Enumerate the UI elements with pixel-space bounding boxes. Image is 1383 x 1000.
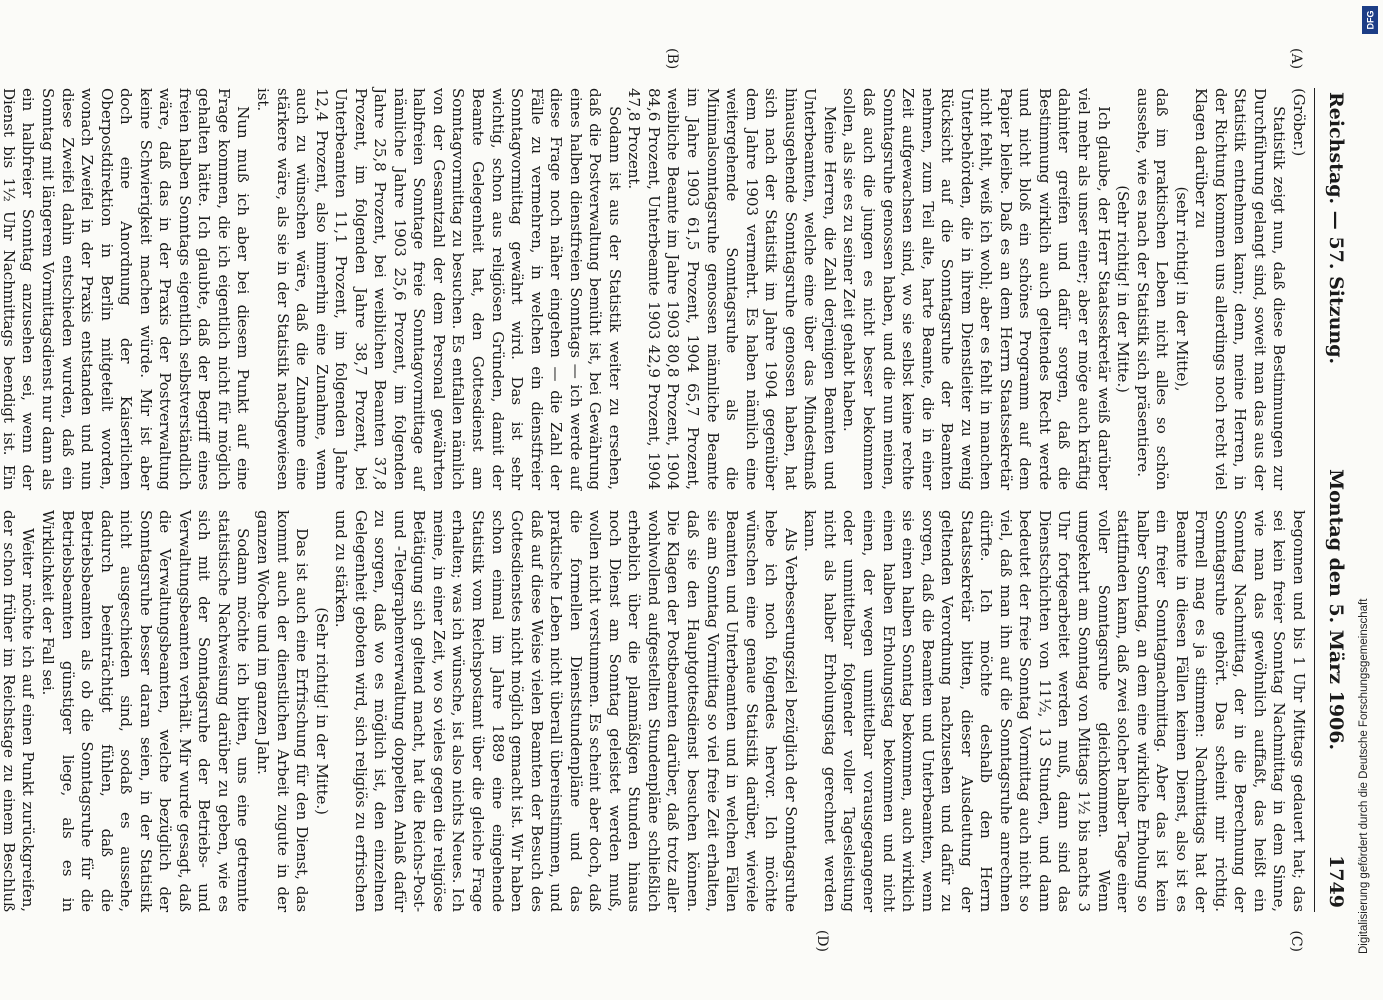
speaker-name: (Gröber.) xyxy=(1290,88,1308,157)
page-header xyxy=(1314,88,1347,912)
page-number: 1749 xyxy=(1325,855,1347,908)
paragraph: Statistik zeigt nun, daß diese Bestimmungen zur Durchführung gelangt sind, soweit man das aus der Statistik entnehmen kann; denn, meine Herren, in der Richtung kommen uns allerdings noch recht viel Klagen darüber zu xyxy=(1192,88,1289,490)
left-column xyxy=(0,88,1308,490)
header-date: Montag den 5. März 1906. xyxy=(1325,469,1347,751)
paragraph: Als Verbesserungsziel bezüglich der Sonntagsruhe hebe ich noch folgendes hervor. Ich möchte wünschen eine genaue Statistik darüber, wieviele Beamten und Unterbeamten und in welchen Fällen sie am Sonntag Vormittag so viel freie Zeit erhalten, daß sie den Hauptgottesdienst besuchen können. Die Klagen der Postbeamten darüber, daß trotz aller wohlwollend aufgestellten Stundenpläne schließlich erheblich über die planmäßigen Stunden hinaus noch Dienst am Sonntag geleistet werden muß, wollen nicht verstummen. Es scheint aber doch, daß die formellen Dienststundenpläne und das praktische Leben nicht überall übereinstimmen, und daß auf diese Weise vielen Beamten der Besuch des Gottesdienstes nicht möglich gemacht ist. Wir haben schon einmal im Jahre 1889 eine eingehende Statistik vom Reichspostamt über die gleiche Frage erhalten; was ich wünsche, ist also nichts Neues. Ich meine, in einer Zeit, wo so vieles gegen die religiöse Betätigung sich geltend macht, hat die Reichs-Post- und -Telegraphenverwaltung doppelten Anlaß dafür zu sorgen, daß wo es möglich ist, den einzelnen Gelegenheit geboten wird, sich religiös zu erfrischen und zu stärken. xyxy=(332,510,800,912)
paragraph: begonnen und bis 1 Uhr Mittags gedauert hat; das sei kein freier Sonntag Nachmittag in dem Sinne, wie man das gewöhnlich auffaßt, das heißt ein Sonntag Nachmittag, der in die Berechnung der Sonntagsruhe gehört. Das scheint mir richtig. Formell mag es ja stimmen: Nachmittags hat der Beamte in diesen Fällen keinen Dienst, also ist es ein freier Sonntagnachmittag. Aber das ist kein halber Sonntag, an dem eine wirkliche Erholung so stattfinden kann, daß zwei solcher halber Tage einer voller Sonntagsruhe gleichkommen. Wenn umgekehrt am Sonntag von Mittags 1½ bis nachts 3 Uhr fortgearbeitet werden muß, dann sind das Dienstschichten von 11½, 13 Stunden, und dann bedeutet der freie Sonntag Vormittag auch nicht so viel, daß man ihn auf die Sonntagsruhe anrechnen dürfte. Ich möchte deshalb den Herrn Staatssekretär bitten, dieser Ausdeutung der geltenden Verordnung nachzusehen und dafür zu sorgen, daß die Beamten und Unterbeamten, wenn sie einen halben Sonntag bekommen, auch wirklich einen halben Erholungstag bekommen und nicht einen, der wegen unmittelbar vorausgegangener oder unmittelbar folgender voller Tagesleistung nicht als halber Erholungstag gerechnet werden kann. xyxy=(801,510,1308,912)
paragraph: Ich glaube, der Herr Staatssekretär weiß darüber viel mehr als unser einer; aber er möge auch kräftig dahinter greifen und dafür sorgen, daß die Bestimmung wirklich auch geltendes Recht werde und nicht bloß ein schönes Programm auf dem Papier bleibe. Daß es an dem Herrn Staatssekretär nicht fehlt, weiß ich wohl; aber es fehlt in manchen Unterbehörden, die in ihrem Dienstleiter zu wenig Rücksicht auf die Sonntagsruhe der Beamten nehmen, zum Teil alte, harte Beamte, die in einer Zeit aufgewachsen sind, wo sie selbst keine rechte Sonntagsruhe genossen haben, und die nun meinen, daß auch die jungen es nicht besser bekommen sollen, als sie es zu seiner Zeit gehabt haben. xyxy=(840,88,1113,490)
margin-mark-b: (B) xyxy=(664,48,680,70)
paragraph: Weiter möchte ich auf einen Punkt zurückgreifen, der schon früher im Reichstage zu einem Beschluß xyxy=(0,510,38,912)
margin-mark-c: (C) xyxy=(1288,930,1304,952)
credit-text: Digitalisierung gefördert durch die Deutsche Forschungsgemeinschaft xyxy=(1358,598,1370,954)
paragraph: Meine Herren, die Zahl derjenigen Beamten und Unterbeamten, welche eine über das Mindestmaß hinausgehende Sonntagsruhe genossen haben, hat sich nach der Statistik im Jahre 1904 gegenüber dem Jahre 1903 vermehrt. Es haben nämlich eine weitergehende Sonntagsruhe als die Minimalsonntagsruhe genossen männliche Beamte im Jahre 1903 61,5 Prozent, 1904 65,7 Prozent, weibliche Beamte im Jahre 1903 80,8 Prozent, 1904 84,6 Prozent, Unterbeamte 1903 42,9 Prozent, 1904 47,8 Prozent. xyxy=(625,88,839,490)
paragraph: Sodann möchte ich bitten, uns eine getrennte statistische Nachweisung darüber zu geben, wie es sich mit der Sonntagsruhe der Betriebs- und Verwaltungsbeamten verhält. Mir wurde gesagt, daß die Verwaltungsbeamten, welche bezüglich der Sonntagsruhe besser daran seien, in der Statistik nicht ausgeschieden sind, sodaß es aussehe, dadurch beeinträchtigt fühlen, daß die Betriebsbeamten als ob die Sonntagsruhe für die Betriebsbeamten günstiger liege, als es in Wirklichkeit der Fall sei. xyxy=(39,510,253,912)
paragraph: Nun muß ich aber bei diesem Punkt auf eine Frage kommen, die ich eigentlich nicht für möglich gehalten hätte. Ich glaubte, daß der Begriff eines freien halben Sonntags eigentlich selbstverständlich wäre, daß das in der Praxis der Postverwaltung keine Schwierigkeit machen würde. Mir ist aber doch eine Anordnung der Kaiserlichen Oberpostdirektion in Berlin mitgeteilt worden, wonach Zweifel in der Praxis entstanden und nun diese Zweifel dahin entschieden wurden, daß ein Sonntag mit längerem Vormittagsdienst nur dann als ein halbfreier Sonntag anzusehen sei, wenn der Dienst bis 1½ Uhr Nachmittags beendigt ist. Ein xyxy=(0,88,253,490)
margin-mark-a: (A) xyxy=(1288,48,1304,70)
digitization-credit xyxy=(1356,14,1376,974)
paragraph: Sodann ist aus der Statistik weiter zu ersehen, daß die Postverwaltung bemüht ist, bei Gewährung eines halben dienstfreien Sonntags — ich werde auf diese Frage noch näher eingehen — die Zahl der Fälle zu vermehren, in welchen ein dienstfreier Sonntagvormittag gewährt wird. Das ist sehr wichtig, schon aus religiösen Gründen, damit der Beamte Gelegenheit hat, den Gottesdienst am Sonntagvormittag zu besuchen. Es entfallen nämlich von der Gesamtzahl der dem Personal gewährten halbfreien Sonntage freie Sonntagvormittage auf nämliche Jahre 1903 25,6 Prozent, im folgenden Jahre 25,8 Prozent, bei weiblichen Beamten 37,8 Prozent, im folgenden Jahre 38,7 Prozent, bei Unterbeamten 11,1 Prozent, im folgenden Jahre 12,4 Prozent, also immerhin eine Zunahme, wenn auch zu wünschen wäre, daß die Zunahme eine stärkere wäre, als sie in der Statistik nachgewiesen ist. xyxy=(254,88,624,490)
page-body xyxy=(0,48,1308,952)
paragraph: daß im praktischen Leben nicht alles so schön aussehe, wie es nach der Statistik sich präsentiere. xyxy=(1133,88,1172,490)
header-session: Reichstag. — 57. Sitzung. xyxy=(1325,92,1347,365)
margin-mark-d: (D) xyxy=(814,929,830,952)
interjection: (Sehr richtig! in der Mitte.) xyxy=(1114,185,1133,393)
interjection: (sehr richtig! in der Mitte), xyxy=(1172,186,1191,392)
dfg-logo: DFG xyxy=(1362,6,1378,34)
interjection: (Sehr richtig! in der Mitte.) xyxy=(312,607,331,815)
right-column xyxy=(0,510,1308,912)
paragraph: Das ist auch eine Erfrischung für den Dienst, das kommt auch der dienstlichen Arbeit zugute in der ganzen Woche und im ganzen Jahr. xyxy=(254,510,312,912)
